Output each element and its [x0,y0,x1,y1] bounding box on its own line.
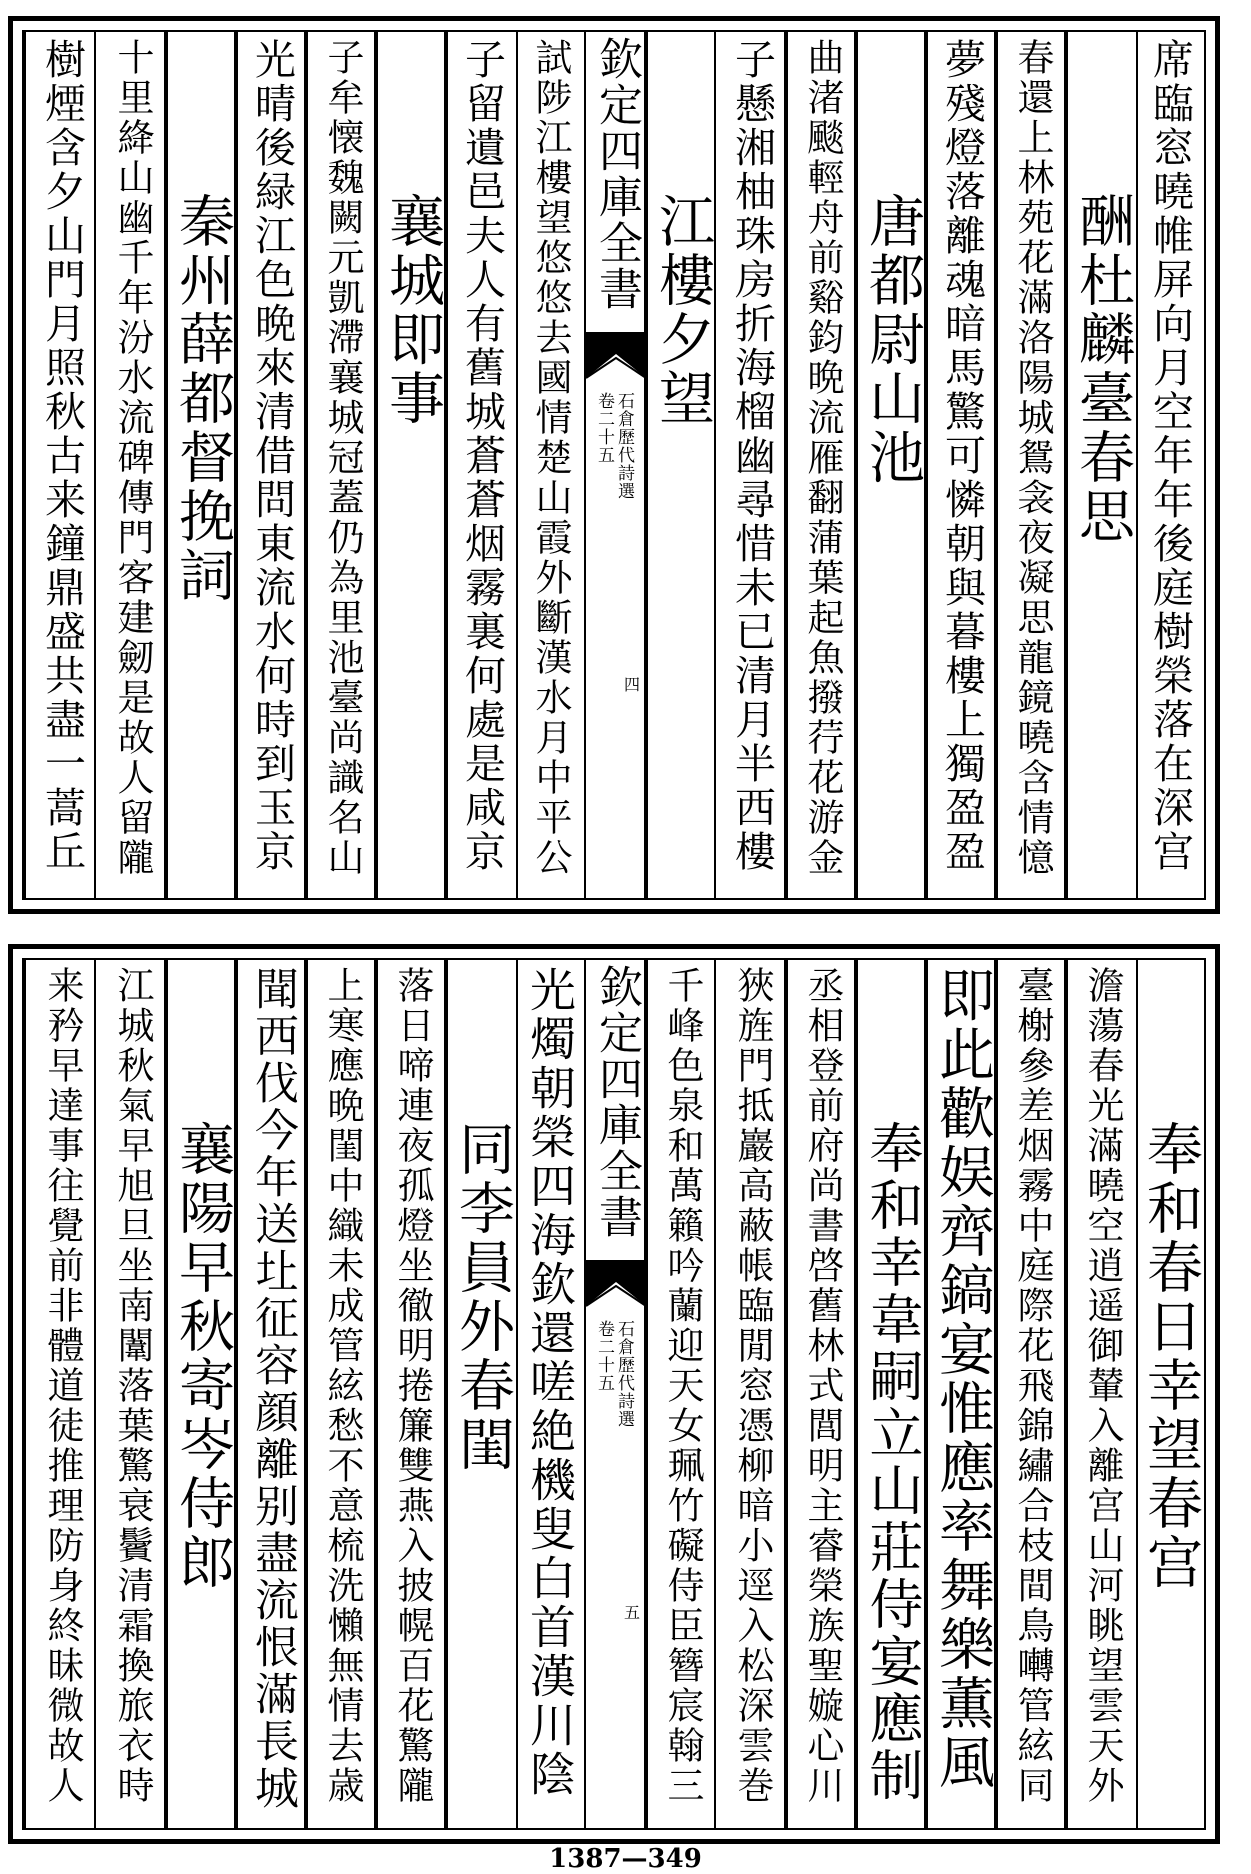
poem-title: 襄城即事 [380,192,445,428]
poem-text: 来矜早達事往覺前非體道徒推理防身終昧微故人 [41,966,84,1806]
verse-column [444,32,518,898]
poem-text: 夢殘燈落離魂暗馬驚可憐朝與暮樓上獨盈盈 [938,38,986,874]
book-title: 欽定四庫全書 [591,36,642,312]
top-page-frame [22,30,1206,900]
poem-text: 澹蕩春光滿曉空逍遥御輦入離宫山河眺望雲天外 [1081,966,1124,1806]
fish-tail-mark [586,1260,646,1310]
bottom-page-panel [8,944,1220,1844]
collection-title: 石倉歷代詩選 [614,1320,634,1428]
poem-text: 丞相登前府尚書啓舊林式閭明主睿榮族聖嫙心川 [801,966,844,1806]
poem-text: 試陟江樓望悠悠去國情楚山霞外斷漢水月中平公 [529,38,572,878]
verse-column [714,960,788,1828]
verse-column [234,32,308,898]
volume-number: 卷二十五 [594,1320,614,1392]
poem-text: 光晴後緑江色晩來清借問東流水何時到玉京 [248,38,296,874]
poem-title: 江樓夕望 [650,192,715,428]
poem-text: 席臨窓曉帷屏向月空年年後庭樹榮落在深宫 [1146,38,1194,874]
poem-text: 子懸湘柚珠房折海榴幽尋惜未已清月半西樓 [728,38,776,874]
poem-text: 子留遺邑夫人有舊城蒼蒼烟霧裏何處是咸京 [458,38,506,874]
verse-column [644,960,716,1828]
leaf-number: 四 [624,675,641,694]
top-page-panel [8,16,1220,914]
verse-column [994,960,1068,1828]
verse-column [924,960,998,1828]
poem-text: 江城秋氣早旭旦坐南闈落葉驚衰鬢清霜換旅衣時 [111,966,154,1806]
poem-text: 狹旌門抵巖高蔽帳臨閒窓憑柳暗小逕入松深雲巻 [731,966,774,1806]
volume-number: 卷二十五 [594,392,614,464]
center-margin-column [584,32,648,898]
poem-text: 臺榭參差烟霧中庭際花飛錦繡合枝間鳥囀管絃同 [1011,966,1054,1806]
verse-column [234,960,308,1828]
poem-title-column [854,32,928,898]
poem-text: 曲渚颷輕舟前谿鈞晩流雁翻蒲葉起魚撥荇花游金 [801,38,844,878]
verse-column [714,32,788,898]
poem-title-column [1064,32,1138,898]
poem-title-column [854,960,928,1828]
poem-text: 子牟懐魏闕元凱滯襄城冠蓋仍為里池臺尚識名山 [321,38,364,878]
verse-column [304,32,378,898]
poem-text: 春還上林苑花滿洛陽城鴛衾夜凝思龍鏡曉含情憶 [1011,38,1054,878]
verse-column [304,960,378,1828]
verse-column [514,960,586,1828]
poem-text: 光燭朝榮四海欽還嗟絶機叟白首漢川陰 [523,966,577,1799]
verse-column [24,960,96,1828]
poem-text: 樹煙含夕山門月照秋古来鐘鼎盛共盡一蒿丘 [38,38,86,874]
poem-title-column [644,32,716,898]
verse-column [924,32,998,898]
center-margin-column [584,960,648,1828]
poem-title: 襄陽早秋寄岑侍郎 [170,1120,235,1592]
verse-column [94,32,168,898]
poem-title-column [374,32,448,898]
poem-text: 即此歡娱齊鎬宴惟應率舞樂薫風 [930,966,995,1792]
poem-text: 十里絳山幽千年汾水流碑傳門客建劒是故人留隴 [111,38,154,878]
poem-text: 千峰色泉和萬籟吟蘭迎天女珮竹礙侍臣簪宸翰三 [661,966,704,1806]
poem-title: 唐都尉山池 [860,192,925,487]
poem-text: 上寒應晩閨中織未成管絃愁不意梳洗懶無情去歳 [321,966,364,1806]
poem-title-column [444,960,518,1828]
page-number-footer: 1387—349 [549,1844,702,1874]
verse-column [374,960,448,1828]
verse-column [1064,960,1138,1828]
verse-column [994,32,1068,898]
bottom-page-frame [22,958,1206,1830]
poem-title: 酬杜麟臺春思 [1070,192,1135,546]
poem-title-column [164,32,238,898]
poem-title: 奉和春日幸望春宫 [1138,1120,1203,1592]
verse-column [784,960,858,1828]
poem-text: 落日啼連夜孤燈坐徹明捲簾雙燕入披幌百花驚隴 [391,966,434,1806]
verse-column [514,32,586,898]
poem-text: 聞西伐今年送圵征容顔離别盡流恨滿長城 [247,966,298,1812]
book-title: 欽定四庫全書 [591,964,642,1240]
verse-column [94,960,168,1828]
verse-column [784,32,858,898]
verse-column [24,32,96,898]
fish-tail-mark [586,332,646,382]
poem-title: 奉和幸韋嗣立山莊侍宴應制 [861,1120,924,1804]
collection-title: 石倉歷代詩選 [614,392,634,500]
leaf-number: 五 [624,1603,641,1622]
verse-column [1134,32,1206,898]
poem-title-column [1134,960,1206,1828]
poem-title-column [164,960,238,1828]
poem-title: 秦州薛都督挽詞 [170,192,235,605]
poem-title: 同李員外春閨 [450,1120,515,1474]
